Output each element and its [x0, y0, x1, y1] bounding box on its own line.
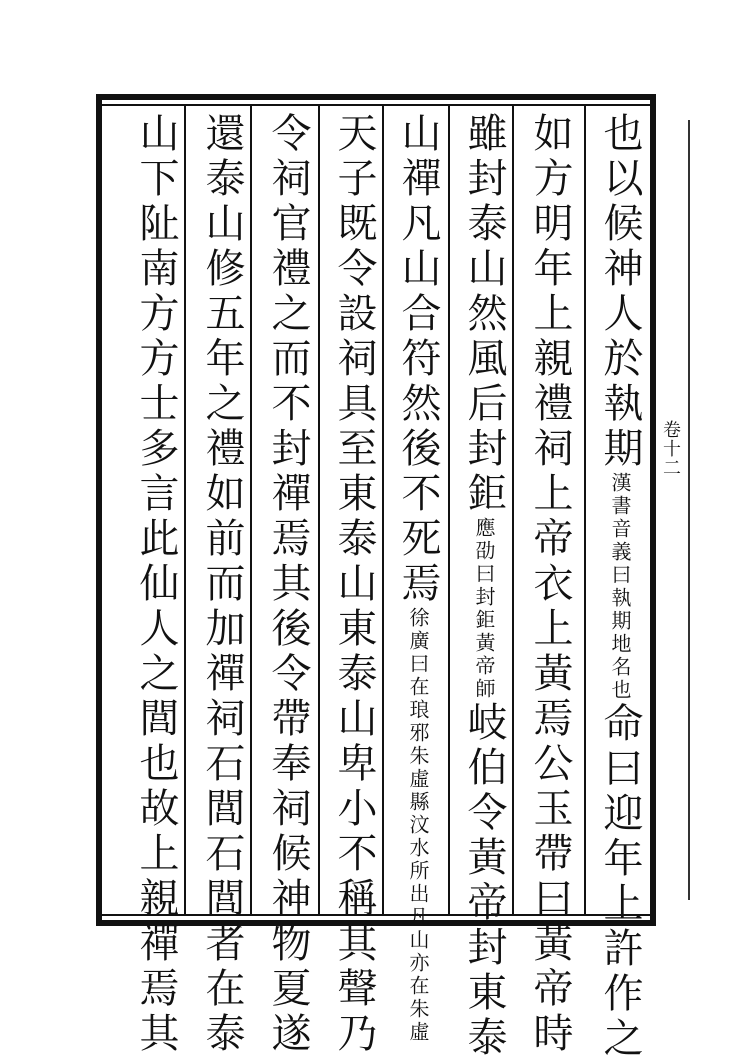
column-rule: [382, 104, 384, 916]
text-column: 天子既令設祠具至東泰山東泰山卑小不稱其聲乃: [331, 112, 377, 1057]
text-column: [390, 112, 446, 1044]
text-column: 還泰山修五年之禮如前而加禪祠石閭石閭者在泰: [199, 112, 245, 1057]
column-rule: [184, 104, 186, 916]
main-text: 命曰迎年上許作之: [597, 702, 643, 1062]
annotation-note: 漢書音義曰執期地名也: [608, 472, 632, 702]
main-text: 山禪凡山合符然後不死焉: [395, 112, 441, 607]
main-text: 也: [597, 112, 643, 157]
frame-inner-top-rule: [96, 104, 656, 106]
text-column: 如方明年上親禮祠上帝衣上黃焉公玉帶曰黃帝時: [527, 112, 573, 1057]
main-text: 雖封泰山然風后封鉅: [461, 112, 507, 517]
text-column: 令祠官禮之而不封禪焉其後令帶奉祠候神物夏遂: [265, 112, 311, 1057]
annotation-note: 應劭曰封鉅黃帝師: [472, 517, 496, 701]
column-rule: [448, 104, 450, 916]
text-column: [456, 112, 512, 1061]
column-rule: [584, 104, 586, 916]
text-column: 山下阯南方方士多言此仙人之閭也故上親禪焉其: [133, 112, 179, 1057]
text-column: [592, 112, 648, 1062]
column-rule: [318, 104, 320, 916]
margin-outer-rule: [688, 120, 690, 900]
volume-label: 卷十二: [660, 420, 681, 477]
annotation-note: 徐廣曰在琅邪朱虛縣汶水所出凡山亦在朱虛: [406, 607, 430, 1044]
main-text: 以候神人於執期: [597, 157, 643, 472]
column-rule: [250, 104, 252, 916]
column-rule: [512, 104, 514, 916]
margin-rule: [650, 94, 653, 914]
main-text: 岐伯令黃帝封東泰: [461, 701, 507, 1061]
